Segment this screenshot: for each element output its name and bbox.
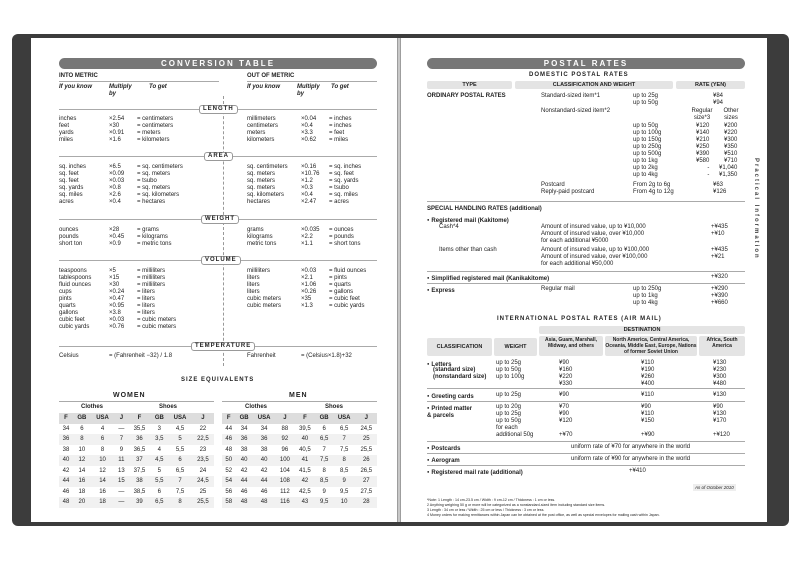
size-cell: 36 (253, 434, 276, 445)
right-page (401, 38, 767, 522)
domestic-heading: DOMESTIC POSTAL RATES (529, 72, 629, 78)
area-mult-left: ×6.5 ×0.09 ×0.03 ×0.8 ×2.6 ×0.4 (109, 164, 125, 205)
size-cell: 3 (157, 425, 161, 432)
classification-header: CLASSIFICATION AND WEIGHT (515, 81, 673, 89)
size-cell: 22,5 (192, 434, 214, 445)
size-cell: 100 (276, 455, 295, 466)
volume-get-right: = fluid ounces = pints = quarts = gallons = cubic feet = cubic yards (329, 268, 367, 309)
size-cell: 25 (199, 488, 207, 495)
size-cell: 52 (225, 467, 233, 474)
table-row (222, 445, 377, 456)
table-row (59, 455, 214, 466)
area-know-left: sq. inches sq. feet sq. feet sq. yards sq. miles acres (59, 164, 87, 205)
as-of-date: As of October 2010 (695, 485, 734, 490)
other-sizes-header: Other sizes (723, 108, 739, 121)
size-cell: 10 (78, 446, 86, 453)
size-cell: 22 (199, 425, 207, 432)
footnotes: *Note: 1 Length : 14 cm-23.5 cm / Width : 9 cm-12 cm / Thickness : 1 cm or less. 2 Anything weighing 50 g or more will be categorized as a nonstandard-sized item including standard size items. 3 Length : 34 cm or less / Width : 25 cm or less / Thickness : 3 cm or less. 4 Money orders for making remittances within Japan can be obtained at the post office, as well as special envelopes for mailing cash within Japan. (427, 498, 660, 517)
cash-label: Cash*4 (439, 224, 459, 230)
size-cell: 7 (333, 434, 356, 445)
volume-know-left: teaspoons tablespoons fluid ounces cups pints quarts gallons cubic feet cubic yards (59, 268, 92, 330)
header-mult-left: Multiply by (109, 84, 132, 97)
size-cell: 23 (199, 446, 207, 453)
women-col-4: F (128, 413, 150, 424)
size-cell: 38 (240, 446, 248, 453)
size-cell: 48 (225, 446, 233, 453)
table-row (222, 497, 377, 508)
cash-rates: +¥435 +¥10 (711, 224, 728, 237)
simplified-rate: +¥320 (711, 274, 728, 280)
size-cell: 58 (222, 497, 236, 508)
size-cell: 24 (199, 467, 207, 474)
size-cell: 16 (73, 476, 91, 487)
size-cell: 3,5 (150, 434, 168, 445)
weight-mult-right: ×0.035 ×2.2 ×1.1 (301, 227, 320, 247)
men-size-table (222, 413, 377, 508)
size-cell: 8 (168, 497, 192, 508)
header-mult-right: Multiply by (297, 84, 320, 97)
size-cell: 9 (322, 488, 326, 495)
size-cell: 50 (222, 455, 236, 466)
size-cell: 6 (80, 425, 84, 432)
size-cell: 14 (91, 476, 115, 487)
area-get-right: = sq. inches = sq. feet = sq. yards = tsubo = sq. miles = acres (329, 164, 362, 205)
size-cell: 6,5 (339, 425, 349, 432)
size-cell: 11 (114, 455, 128, 466)
women-col-1: GB (73, 413, 91, 424)
postcard-rates: ¥63 ¥126 (713, 182, 727, 195)
destination-header: DESTINATION (539, 326, 745, 334)
size-cell: 48 (59, 497, 73, 508)
size-cell: 36,5 (133, 446, 146, 453)
weight-know-right: grams kilograms metric tons (247, 227, 277, 247)
postcards-rate: uniform rate of ¥70 for anywhere in the world (571, 444, 691, 450)
items-rates: +¥435 +¥21 (711, 247, 728, 260)
table-row (59, 445, 214, 456)
type-header: TYPE (427, 81, 512, 89)
men-heading: MEN (289, 392, 308, 399)
women-col-2: USA (91, 413, 115, 424)
regular-size-header: Regular size*3 (691, 108, 713, 121)
size-cell: 4,5 (150, 455, 168, 466)
volume-mult-right: ×0.03 ×2.1 ×1.06 ×0.26 ×35 ×1.3 (301, 268, 317, 309)
area-label: AREA (204, 152, 233, 161)
size-cell: 39 (128, 497, 150, 508)
size-cell: 18 (91, 497, 115, 508)
men-col-3: J (276, 413, 295, 424)
size-cell: 10 (91, 455, 115, 466)
std-weights: up to 25g up to 50g (633, 93, 659, 106)
nonstd-weights: up to 50g up to 100g up to 150g up to 250g up to 500g up to 1kg up to 2kg up to 4kg (633, 123, 662, 178)
size-cell: 4 (100, 425, 105, 432)
nonstd-label: Nonstandard-sized item*2 (541, 108, 611, 114)
greeting-weight: up to 25g (496, 392, 522, 398)
express-weights: up to 250g up to 1kg up to 4kg (633, 286, 662, 306)
letters-sub: (standard size) (nonstandard size) (433, 367, 487, 380)
table-row (222, 434, 377, 445)
printed-asia: ¥70 ¥90 ¥120 +¥70 (559, 404, 573, 438)
size-cell: 46 (260, 488, 268, 495)
size-cell: 34 (240, 425, 248, 432)
size-cell: 25 (356, 434, 377, 445)
table-row (59, 476, 214, 487)
printed-weights: up to 20g up to 25g up to 50g for each additional 50g (496, 404, 534, 438)
items-terms: Amount of insured value, up to ¥100,000 Amount of insured value, over ¥100,000 for each additional ¥50,000 (541, 247, 650, 267)
size-cell: 38 (260, 446, 268, 453)
length-mult-left: ×2.54 ×30 ×0.91 ×1.6 (109, 116, 125, 143)
table-row (59, 497, 214, 508)
ordinary-label: ORDINARY POSTAL RATES (427, 93, 506, 99)
size-cell: 4,5 (175, 425, 185, 432)
size-cell: 36 (236, 434, 253, 445)
express-rates: +¥290 +¥390 +¥660 (711, 286, 728, 306)
table-row (222, 424, 377, 435)
size-cell: 40 (294, 434, 315, 445)
size-cell: 12 (73, 455, 91, 466)
out-of-metric-heading: OUT OF METRIC (247, 73, 295, 79)
size-cell: 35,5 (133, 425, 146, 432)
size-equivalents-title: SIZE EQUIVALENTS (181, 377, 255, 383)
center-divider (223, 96, 224, 366)
women-clothes: Clothes (81, 404, 104, 410)
greeting-africa: ¥130 (713, 392, 727, 398)
size-cell: 6 (168, 455, 192, 466)
aerogram-rate: uniform rate of ¥90 for anywhere in the world (571, 456, 691, 462)
greeting-na: ¥110 (641, 392, 654, 398)
length-know-right: millimeters centimeters meters kilometers (247, 116, 279, 143)
table-row (222, 487, 377, 498)
table-row (222, 476, 377, 487)
length-get-left: = centimeters = centimeters = meters = kilometers (137, 116, 174, 143)
size-cell: 36 (128, 434, 150, 445)
volume-get-left: = milliliters = milliliters = milliliters = liters = liters = liters = liters = cubic meters = cubic meters (137, 268, 177, 330)
size-cell: 44 (253, 476, 276, 487)
size-cell: 7,5 (339, 446, 349, 453)
area-mult-right: ×0.16 ×10.76 ×1.2 ×0.3 ×0.4 ×2.47 (301, 164, 320, 205)
size-cell: 27,5 (360, 488, 373, 495)
men-col-7: J (356, 413, 377, 424)
express-label: ● Express (427, 286, 455, 295)
postcard-weights: From 2g to 6g From 4g to 12g (633, 182, 674, 195)
letters-asia: ¥90 ¥160 ¥220 ¥330 (559, 360, 573, 387)
women-size-table (59, 413, 214, 508)
size-cell: 9,5 (316, 497, 333, 508)
std-label: Standard-sized item*1 (541, 93, 601, 99)
size-cell: 42 (294, 476, 315, 487)
size-cell: 46 (222, 434, 236, 445)
size-cell: 5,5 (150, 476, 168, 487)
practical-information-tab: Practical Information (753, 158, 759, 260)
size-cell: 43 (294, 497, 315, 508)
size-cell: 24,5 (360, 425, 373, 432)
size-cell: 5,5 (175, 446, 185, 453)
classification-col-header: CLASSIFICATION (427, 338, 492, 356)
women-col-5: GB (150, 413, 168, 424)
header-get-right: To get (331, 84, 349, 90)
size-cell: 40 (59, 455, 73, 466)
temp-fahrenheit: Fahrenheit (247, 353, 276, 359)
size-cell: 108 (276, 476, 295, 487)
size-cell: 44 (225, 425, 233, 432)
women-shoes: Shoes (159, 404, 178, 410)
weight-mult-left: ×28 ×0.45 ×0.9 (109, 227, 125, 247)
size-cell: 7 (168, 476, 192, 487)
size-cell: 7 (322, 446, 326, 453)
length-label: LENGTH (199, 105, 238, 114)
men-col-5: GB (316, 413, 333, 424)
header-get-left: To get (149, 84, 167, 90)
size-cell: 6 (157, 488, 161, 495)
letters-weights: up to 25g up to 50g up to 100g (496, 360, 525, 380)
size-cell: 7,5 (316, 455, 333, 466)
express-terms: Regular mail (541, 286, 575, 292)
size-cell: — (118, 425, 125, 432)
size-cell: 116 (276, 497, 295, 508)
left-page (31, 38, 397, 522)
size-cell: 41,5 (299, 467, 311, 474)
nonstd-other-rates: ¥200 ¥220 ¥300 ¥350 ¥510 ¥710 ¥1,040 ¥1,350 (719, 123, 738, 178)
size-cell: 37 (128, 455, 150, 466)
size-cell: 6,5 (316, 434, 333, 445)
size-cell: — (118, 488, 125, 495)
size-cell: 40,5 (299, 446, 311, 453)
size-cell: 14 (78, 467, 86, 474)
size-cell: 39,5 (299, 425, 311, 432)
size-cell: 34 (260, 425, 268, 432)
size-cell: 25,5 (192, 497, 214, 508)
table-row (222, 466, 377, 477)
letters-africa: ¥130 ¥230 ¥300 ¥480 (713, 360, 727, 387)
size-cell: 13 (118, 467, 125, 474)
intl-heading: INTERNATIONAL POSTAL RATES (AIR MAIL) (497, 316, 662, 322)
cash-terms: Amount of insured value, up to ¥10,000 Amount of insured value, over ¥10,000 for each additional ¥5000 (541, 224, 646, 244)
size-cell: 5 (157, 467, 161, 474)
weight-label: WEIGHT (201, 215, 239, 224)
letters-label: ● Letters (427, 360, 451, 369)
greeting-asia: ¥90 (559, 392, 570, 398)
postcard-label: Postcard Reply-paid postcard (541, 182, 595, 195)
size-cell: 8 (322, 467, 326, 474)
size-cell: 7,5 (175, 488, 185, 495)
volume-know-right: milliliters liters liters liters cubic meters cubic meters (247, 268, 282, 309)
nonstd-regular-rates: ¥120 ¥140 ¥210 ¥250 ¥390 ¥580 - - (696, 123, 710, 178)
simplified-label: ● Simplified registered mail (Kanikakitome) (427, 274, 549, 283)
size-cell: 18 (78, 488, 86, 495)
table-row (59, 424, 214, 435)
size-cell: 48 (236, 497, 253, 508)
size-cell: 40 (253, 455, 276, 466)
men-col-2: USA (253, 413, 276, 424)
table-row (222, 455, 377, 466)
size-cell: 12 (99, 467, 106, 474)
size-cell: 34 (62, 425, 70, 432)
men-col-6: USA (333, 413, 356, 424)
length-get-right: = inches = inches = feet = miles (329, 116, 352, 143)
size-cell: 16 (99, 488, 106, 495)
men-shoes: Shoes (325, 404, 344, 410)
size-cell: 9 (333, 476, 356, 487)
size-cell: 10 (333, 497, 356, 508)
volume-mult-left: ×5 ×15 ×30 ×0.24 ×0.47 ×0.95 ×3.8 ×0.03 ×0.76 (109, 268, 125, 330)
size-cell: 46 (240, 488, 248, 495)
size-cell: 28 (356, 497, 377, 508)
size-cell: 56 (225, 488, 233, 495)
size-cell: 26,5 (360, 467, 373, 474)
registered-label: ● Registered mail (Kakitome) (427, 216, 509, 225)
size-cell: 27 (356, 476, 377, 487)
table-row (59, 487, 214, 498)
size-cell: 8 (100, 446, 105, 453)
men-col-0: F (222, 413, 236, 424)
dest-asia: Asia, Guam, Marshall, Midway, and others (539, 336, 603, 356)
size-cell: 104 (279, 467, 290, 474)
size-cell: 8 (73, 434, 91, 445)
table-row (59, 434, 214, 445)
size-cell: 42,5 (299, 488, 311, 495)
letters-na: ¥110 ¥190 ¥260 ¥400 (641, 360, 655, 387)
special-heading: SPECIAL HANDLING RATES (additional) (427, 206, 542, 212)
volume-label: VOLUME (201, 256, 241, 265)
size-cell: — (114, 497, 128, 508)
women-col-3: J (114, 413, 128, 424)
size-cell: 8,5 (339, 467, 349, 474)
temp-celsius-formula: = (Fahrenheit −32) / 1.8 (109, 353, 173, 359)
size-cell: 20 (73, 497, 91, 508)
size-cell: 40 (236, 455, 253, 466)
temp-fahrenheit-formula: = (Celsius×1.8)+32 (301, 353, 352, 359)
size-cell: 41 (294, 455, 315, 466)
size-cell: 6 (91, 434, 115, 445)
into-metric-heading: INTO METRIC (59, 73, 98, 79)
temp-celsius: Celsius (59, 353, 79, 359)
size-cell: 24,5 (192, 476, 214, 487)
length-mult-right: ×0.04 ×0.4 ×3.3 ×0.62 (301, 116, 317, 143)
size-cell: 88 (281, 425, 289, 432)
size-cell: 7 (114, 434, 128, 445)
size-cell: 36 (59, 434, 73, 445)
size-cell: 38 (62, 446, 70, 453)
size-cell: 42 (240, 467, 248, 474)
items-label: Items other than cash (439, 247, 497, 253)
size-cell: 46 (62, 488, 70, 495)
rate-header: RATE (YEN) (676, 81, 745, 89)
weight-get-left: = grams = kilograms = metric tons (137, 227, 172, 247)
greeting-label: ● Greeting cards (427, 392, 474, 401)
weight-know-left: ounces pounds short ton (59, 227, 83, 247)
area-know-right: sq. centimeters sq. meters sq. meters sq. meters sq. kilometers hectares (247, 164, 288, 205)
size-cell: 6,5 (150, 497, 168, 508)
men-col-4: F (294, 413, 315, 424)
size-cell: 48 (253, 497, 276, 508)
size-cell: 54 (222, 476, 236, 487)
women-heading: WOMEN (113, 392, 146, 399)
length-know-left: inches feet yards miles (59, 116, 77, 143)
dest-africa: Africa, South America (699, 336, 745, 356)
women-col-7: J (192, 413, 214, 424)
conversion-table-title: CONVERSION TABLE (59, 58, 377, 69)
regrate-rate: +¥410 (629, 468, 646, 474)
size-cell: 44 (59, 476, 73, 487)
dest-north-america: North America, Central America, Oceania, Middle East, Europe, Nations of former Soviet Union (605, 337, 697, 355)
women-col-0: F (59, 413, 73, 424)
area-get-left: = sq. centimeters = sq. meters = tsubo = sq. meters = sq. kilometers = hectares (137, 164, 183, 205)
size-cell: 38 (128, 476, 150, 487)
temperature-label: TEMPERATURE (191, 342, 255, 351)
size-cell: 38,5 (133, 488, 146, 495)
header-know-left: If you know (59, 84, 92, 90)
size-cell: 5 (168, 434, 192, 445)
size-cell: 26 (356, 455, 377, 466)
size-cell: 42 (62, 467, 70, 474)
men-clothes: Clothes (245, 404, 268, 410)
size-cell: 9,5 (339, 488, 349, 495)
size-cell: 25,5 (360, 446, 373, 453)
size-cell: 15 (114, 476, 128, 487)
size-cell: 23,5 (192, 455, 214, 466)
printed-label: ● Printed matter & parcels (427, 404, 472, 420)
postcards-label: ● Postcards (427, 444, 460, 453)
printed-africa: ¥90 ¥130 ¥170 +¥120 (713, 404, 730, 438)
header-know-right: If you know (247, 84, 280, 90)
size-cell: 42 (260, 467, 268, 474)
weight-get-right: = ounces = pounds = short tons (329, 227, 361, 247)
size-cell: 8,5 (316, 476, 333, 487)
size-cell: 9 (119, 446, 124, 453)
size-cell: 4 (157, 446, 161, 453)
postal-rates-title: POSTAL RATES (427, 58, 745, 69)
std-rates: ¥84 ¥94 (713, 93, 724, 106)
size-cell: 44 (236, 476, 253, 487)
printed-na: ¥90 ¥110 ¥150 +¥90 (641, 404, 655, 438)
women-col-6: USA (168, 413, 192, 424)
size-cell: 8 (333, 455, 356, 466)
size-cell: 6,5 (175, 467, 185, 474)
weight-col-header: WEIGHT (494, 338, 537, 356)
regrate-label: ● Registered mail rate (additional) (427, 468, 523, 477)
size-cell: 37,5 (133, 467, 146, 474)
size-cell: 112 (280, 488, 290, 495)
aerogram-label: ● Aerogram (427, 456, 460, 465)
size-cell: 92 (276, 434, 295, 445)
men-col-1: GB (236, 413, 253, 424)
table-row (59, 466, 214, 477)
size-cell: 96 (281, 446, 289, 453)
size-cell: 6 (322, 425, 326, 432)
